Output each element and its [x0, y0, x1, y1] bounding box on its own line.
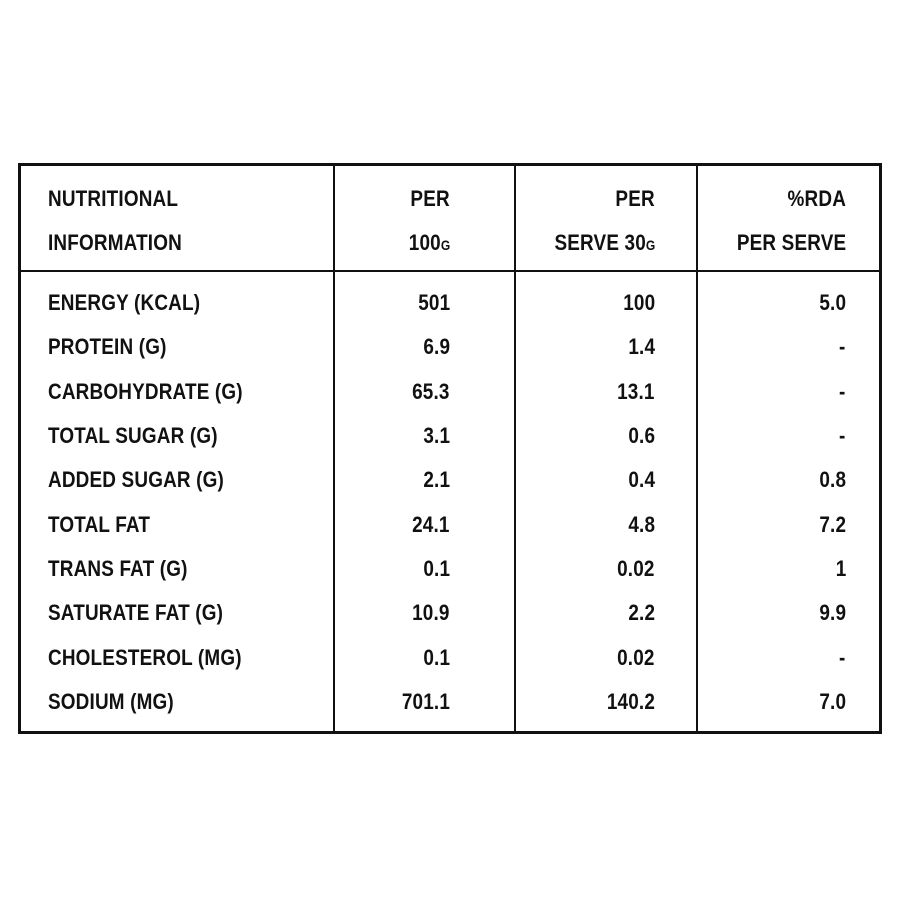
- header-divider: [21, 270, 879, 272]
- header-perserve-text: SERVE 30: [553, 230, 646, 255]
- table-row: [21, 334, 879, 364]
- nutrient-name: PROTEIN (G): [48, 334, 167, 359]
- value-rda: 1: [835, 556, 846, 581]
- table-row: [21, 600, 879, 630]
- header-rda-line1: %RDA: [787, 186, 846, 211]
- value-per-serve: 0.02: [617, 645, 655, 670]
- value-rda: -: [839, 645, 846, 670]
- value-per-100g: 10.9: [412, 600, 450, 625]
- table-row: [21, 467, 879, 497]
- header-per100-line1: PER: [410, 186, 450, 211]
- header-per100-line2: [408, 230, 450, 258]
- value-per-serve: 0.02: [617, 556, 655, 581]
- nutrient-name: TOTAL FAT: [48, 512, 151, 537]
- nutrient-name: SODIUM (MG): [48, 689, 174, 714]
- nutrient-name: ENERGY (KCAL): [48, 290, 201, 315]
- value-rda: -: [839, 334, 846, 359]
- value-per-100g: 701.1: [401, 689, 450, 714]
- nutrient-name: ADDED SUGAR (G): [48, 467, 225, 492]
- value-per-serve: 0.6: [628, 423, 655, 448]
- header-perserve-line2: [554, 230, 655, 258]
- header-nutrient-line1: NUTRITIONAL: [48, 186, 179, 211]
- value-per-100g: 3.1: [423, 423, 450, 448]
- nutrition-table: [18, 163, 882, 734]
- value-per-100g: 0.1: [423, 645, 450, 670]
- table-row: [21, 290, 879, 320]
- header-perserve-unit: G: [645, 237, 655, 253]
- value-rda: -: [839, 423, 846, 448]
- table-row: [21, 423, 879, 453]
- value-per-serve: 0.4: [628, 467, 655, 492]
- value-rda: 0.8: [819, 467, 846, 492]
- table-row: [21, 512, 879, 542]
- value-rda: -: [839, 379, 846, 404]
- value-per-serve: 140.2: [606, 689, 655, 714]
- header-nutrient-line2: INFORMATION: [48, 230, 182, 255]
- value-per-100g: 6.9: [423, 334, 450, 359]
- value-rda: 7.2: [819, 512, 846, 537]
- header-rda-line2: PER SERVE: [736, 230, 846, 255]
- value-per-serve: 100: [622, 290, 655, 315]
- value-per-serve: 13.1: [617, 379, 655, 404]
- nutrient-name: TRANS FAT (G): [48, 556, 188, 581]
- value-per-100g: 2.1: [423, 467, 450, 492]
- value-per-100g: 0.1: [423, 556, 450, 581]
- value-per-100g: 65.3: [412, 379, 450, 404]
- table-row: [21, 645, 879, 675]
- value-per-serve: 1.4: [628, 334, 655, 359]
- value-rda: 5.0: [819, 290, 846, 315]
- value-rda: 7.0: [819, 689, 846, 714]
- nutrient-name: CARBOHYDRATE (G): [48, 379, 243, 404]
- table-row: [21, 556, 879, 586]
- header-per100-number: 100: [408, 230, 441, 255]
- table-row: [21, 379, 879, 409]
- table-row: [21, 689, 879, 719]
- value-per-serve: 2.2: [628, 600, 655, 625]
- value-per-100g: 24.1: [412, 512, 450, 537]
- nutrient-name: TOTAL SUGAR (G): [48, 423, 218, 448]
- header-perserve-line1: PER: [615, 186, 655, 211]
- nutrient-name: SATURATE FAT (G): [48, 600, 224, 625]
- value-per-serve: 4.8: [628, 512, 655, 537]
- header-per100-unit: G: [440, 237, 450, 253]
- nutrient-name: CHOLESTEROL (MG): [48, 645, 242, 670]
- value-rda: 9.9: [819, 600, 846, 625]
- value-per-100g: 501: [417, 290, 450, 315]
